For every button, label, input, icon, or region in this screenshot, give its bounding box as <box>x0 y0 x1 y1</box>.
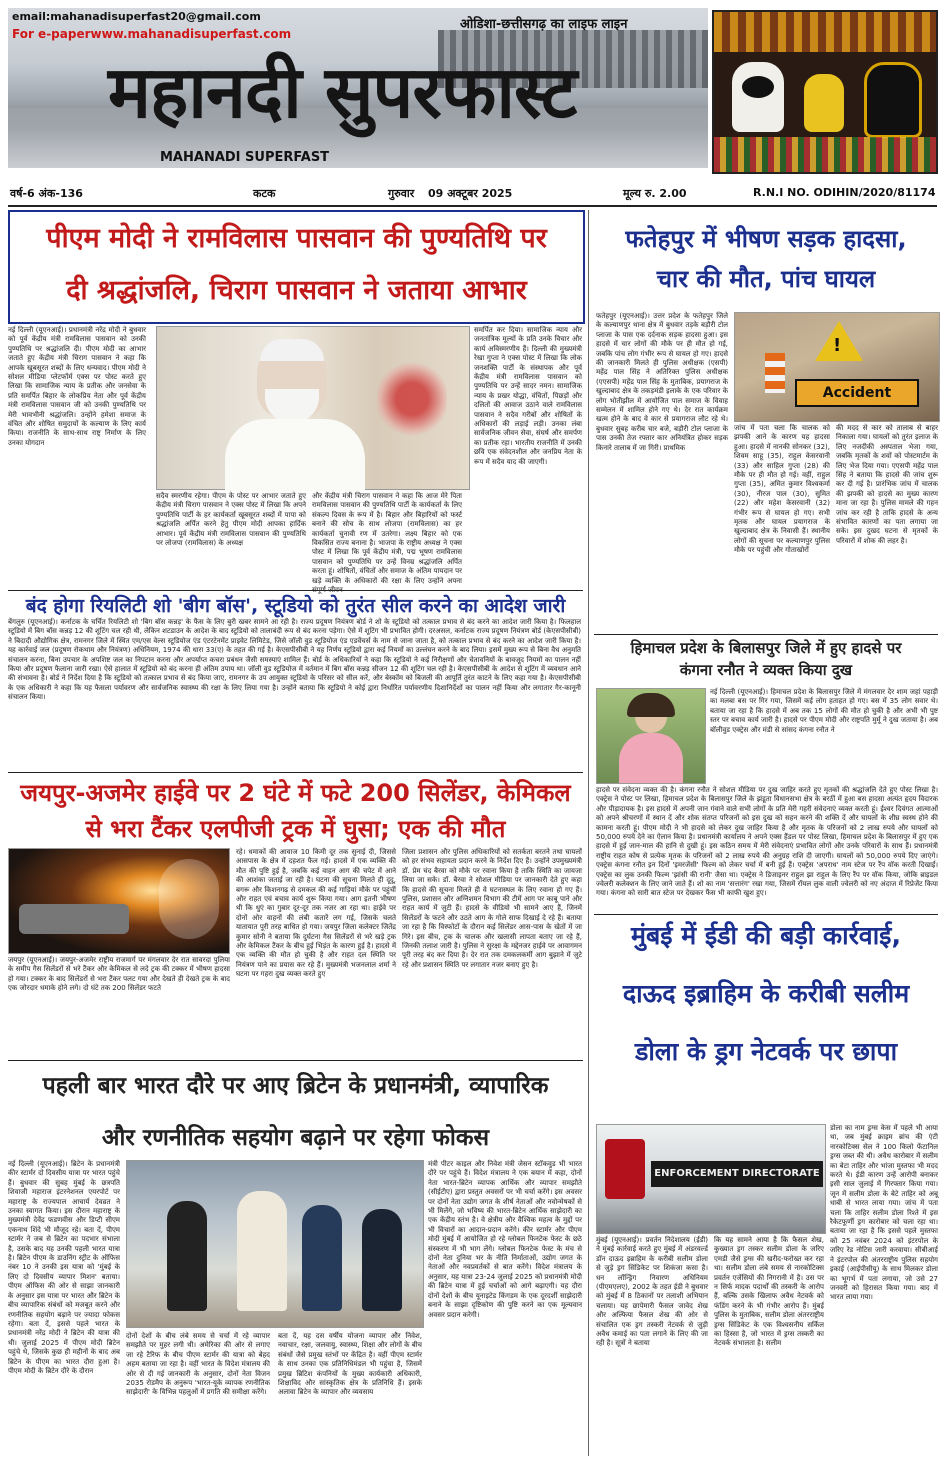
ed-column2: कि यह सामने आया है कि फैसल शेख, कुख्यात ड्रग तस्कर सलीम डोला के जरिए एमडी जैसे ड्रग्स की खरीद-फरोख्त कर रहा था। सलीम डोला लंबे समय से नारकोटिक्स प्रवर्तन एजेंसियों की निगरानी में है। उस पर न सिर्फ मादक पदार्थों की तस्करी के आरोप हैं, बल्कि उसके खिलाफ अवैध नेटवर्क को फंडिंग करने के भी गंभीर आरोप हैं। मुंबई पुलिस के मुताबिक, सलीम डोला अंतरराष्ट्रीय ड्रग्स सिंडिकेट के एक विश्वसनीय सर्किल का हिस्सा है, जो भारत में ड्रग्स तस्करी का नेटवर्क संभालता है। सलीम <box>714 1236 824 1348</box>
fatehpur-column1: फतेहपुर (यूएनआई)। उत्तर प्रदेश के फतेहपुर जिले के कल्याणपुर थाना क्षेत्र में बुधवार तड़के बड़ौरी टोल प्लाजा के पास एक दर्दनाक सड़क हादसा हुआ। इस हादसे में चार लोगों की मौके पर ही मौत हो गई, जबकि पांच लोग गंभीर रूप से घायल हो गए। हादसे की जानकारी मिलते ही पुलिस अधीक्षक (एसपी) महेंद्र पाल सिंह ने अतिरिक्त पुलिस अधीक्षक (एएसपी) महेंद्र पाल सिंह के मुताबिक, प्रयागराज के खुल्दाबाद क्षेत्र के तकड़मंडी इलाके के एक परिवार के लोग भोतीझील में आयोजित पाल समाज के विवाह सम्मेलन में शामिल होने गए थे। देर रात कार्यक्रम खत्म होने के बाद वे कार से प्रयागराज लौट रहे थे। बुधवार सुबह करीब चार बजे, बड़ौरी टोल प्लाजा के पास उनकी तेज रफ्तार कार अनियंत्रित होकर सड़क किनारे तालाब में जा गिरी। प्राथमिक <box>596 312 728 452</box>
kangana-top-text: नई दिल्ली (यूएनआई)। हिमाचल प्रदेश के बिलासपुर जिले में मंगलवार देर शाम जहां पहाड़ी का मलबा बस पर गिर गया, जिसमें कई लोग हताहत हो गए। बस में 35 लोग सवार थे। बताया जा रहा है कि हादसे में अब तक 15 लोगों की मौत हो चुकी है और अभी भी पुष्ट स्तर पर बचाव कार्य जारी है। हादसे पर पीएम मोदी और राष्ट्रपति मुर्मू ने दुख जताया है। अब बॉलीवुड एक्ट्रेस और मंडी से सांसद कंगना रनौत ने <box>710 688 938 734</box>
ed-headline-line3: डोला के ड्रग नेटवर्क पर छापा <box>634 1037 898 1066</box>
story1-photo-caption2: और केंद्रीय मंत्री चिराग पासवान ने कहा कि आज मेरे पिता रामविलास पासवान की पुण्यतिथि पार्टी के कार्यकर्ता के लिए संकल्प दिवस के रूप में है। बिहार और बिहारियों को फर्स्ट बनाने की सोच के साथ लोजपा (रामविलास) का हर कार्यकर्ता चुनावी रण में उतरेगा। लक्ष्य बिहार को एक विकसित राज्य बनाना है। भाजपा के राष्ट्रीय अध्यक्ष ने एक्स पोस्ट में लिखा कि पूर्व केंद्रीय मंत्री, पद्म भूषण रामविलास पासवान को पुण्यतिथि पर उन्हें विनम्र श्रद्धांजलि अर्पित करता हूं। शोषितों, वंचितों और समाज के अंतिम पायदान पर खड़े व्यक्ति के अधिकारों की रक्षा के लिए उन्होंने अपना <box>312 492 462 588</box>
kangana-headline-line2: कंगना रनौत ने व्यक्त किया दुख <box>679 661 853 679</box>
jaipur-column2: रहे। धमाकों की आवाज 10 किमी दूर तक सुनाई दी, जिससे आसपास के क्षेत्र में दहशत फैल गई। हादसे में एक व्यक्ति की मौत की पुष्टि हुई है, जबकि कई वाहन आग की चपेट में आने की आशंका जताई जा रही है। घटना की सूचना मिलते ही दूदू, बगरू और किशनगढ़ से दमकल की कई गाड़ियां मौके पर पहुंचीं और राहत एवं बचाव कार्य शुरू किया गया। आग इतनी भीषण थी कि धुएं का गुबार दूर-दूर तक नजर आ रहा था। हाईवे पर दोनों ओर वाहनों की लंबी कतारें लग गई, जिसके चलते यातायात पूरी तरह बाधित हो गया। जयपुर जिला कलेक्टर जितेंद्र कुमार सोनी ने बताया कि दुर्घटना गैस सिलेंडरों से भरे खड़े ट्रक और केमिकल टैंकर के बीच हुई भिड़ंत के कारण हुई है। हादसे में एक व्यक्ति की मौत हो चुकी है और राहत दल स्थिति पर नियंत्रण पाने का प्रयास कर रहे हैं। मुख्यमंत्री भजनलाल शर्मा ने घटना पर गहरा दुख व्यक्त करते हुए <box>236 848 396 979</box>
jaipur-headline-line2: से भरा टैंकर एलपीजी ट्रक में घुसा; एक की मौत <box>85 815 506 843</box>
kangana-photo <box>596 688 706 784</box>
story1-column1: नई दिल्ली (यूएनआई)। प्रधानमंत्री नरेंद्र मोदी ने बुधवार को पूर्व केंद्रीय मंत्री रामविलास पासवान को उनकी पुण्यतिथि पर श्रद्धांजलि दी। पीएम मोदी का आभार जताते हुए केंद्रीय मंत्री चिराग पासवान ने कहा कि आपके खूबसूरत शब्दों के लिए धन्यवाद। पीएम मोदी ने सोशल मीडिया प्लेटफॉर्म एक्स पर पोस्ट करते हुए लिखा कि सामाजिक न्याय के प्रतीक और जनसेवा के प्रति समर्पित बिहार के लोकप्रिय नेता और पूर्व केंद्रीय मंत्री रामविलास पासवान जी को उनकी पुण्यतिथि पर मेरी भावभीनी श्रद्धांजलि। उन्होंने हमेशा समाज के वंचित और शोषित समुदायों के कल्याण के लिए कार्य किया। राजनीति के साथ-साथ राष्ट्र निर्माण के लिए उनका योगदान <box>8 326 146 447</box>
uk-column1: नई दिल्ली (यूएनआई)। ब्रिटेन के प्रधानमंत्री कीर स्टार्मर दो दिवसीय यात्रा पर भारत पहुंचे हैं। बुधवार की सुबह मुंबई के छत्रपति शिवाजी महाराज इंटरनेशनल एयरपोर्ट पर महाराष्ट्र के राज्यपाल आचार्य देवव्रत ने उनका स्वागत किया। इस दौरान महाराष्ट्र के मुख्यमंत्री देवेंद्र फडणवीस और डिप्टी सीएम एकनाथ शिंदे भी मौजूद रहे। बता दें, पीएम स्टार्मर ने जब से ब्रिटेन का पदभार संभाला है, उसके बाद यह उनकी पहली भारत यात्रा है। ब्रिटेन पीएम के डाउनिंग स्ट्रीट के ऑफिस नंबर 10 ने उनकी इस यात्रा को 'मुंबई के लिए दो दिवसीय व्यापार मिशन' बताया। पीएम ऑफिस की ओर से साझा जानकारी के अनुसार इस यात्रा पर भारत और ब्रिटेन के बीच व्यापारिक संबंधों को मजबूत करने और रणनीतिक सहयोग बढ़ाने पर ज्यादा फोकस रहेगा। बता दें, इससे पहले भारत के प्रधानमंत्री नरेंद्र मोदी ने ब्रिटेन की यात्रा की थी। जुलाई 2025 में पीएम मोदी ब्रिटेन पहुंचे थे, जिसके कुछ ही महीनों के बाद अब ब्रिटेन के पीएम का भारत दौरा हुआ है। पीएम मोदी के ब्रिटेन दौरे के दौरान <box>8 1160 120 1375</box>
rule-after-kangana <box>594 914 938 915</box>
rule-after-bigboss <box>8 772 583 773</box>
fatehpur-column3: की मदद से कार को तालाब से बाहर निकाला गया। घायलों को तुरंत इलाज के लिए नजदीकी अस्पताल भेजा गया, जबकि मृतकों के शवों को पोस्टमार्टम के लिए भेज दिया गया। एएसपी महेंद्र पाल सिंह ने बताया कि हादसे की जांच शुरू कर दी गई है। प्रारंभिक जांच में चालक की झपकी को हादसे का मुख्य कारण माना जा रहा है। पुलिस मामले की गहन जांच कर रही है ताकि हादसे के अन्य संभावित कारणों का पता लगाया जा सके। इस दुखद घटना से मृतकों के परिवारों में शोक की लहर है। <box>836 424 938 545</box>
ed-emblem-icon <box>605 1139 645 1199</box>
uk-photo-arrival <box>126 1160 424 1328</box>
masthead <box>0 0 945 182</box>
column-divider <box>588 210 589 1456</box>
rni-number: R.N.I NO. ODIHIN/2020/81174 <box>753 186 936 199</box>
story1-column3-text: राज्य बनाना है। भाजपा के राष्ट्रीय अध्यक्ष ने एक्स पोस्ट में लिखा कि पूर्व केंद्रीय मंत्री, पद्म भूषण रामविलास पासवान को पुण्यतिथि पर उन्हें विनम्र श्रद्धांजलि अर्पित करता हूं। शोषितों, वंचितों और समाज के अंतिम पायदान पर खड़े व्यक्ति के अधिकारों की रक्षा के लिए उन्होंने अपना <box>312 539 462 585</box>
uk-photo-caption2: बता दें, यह दस वर्षीय योजना व्यापार और निवेश, नवाचार, रक्षा, जलवायु, स्वास्थ्य, शिक्षा और लोगों के बीच संबंधों जैसे प्रमुख स्तंभों पर केंद्रित है। वहीं पीएम स्टार्मर के साथ उनका एक प्रतिनिधिमंडल भी पहुंचा है, जिसमें प्रमुख ब्रिटिश कंपनियों के मुख्य कार्यकारी अधिकारी, शिक्षाविद और सांस्कृतिक क्षेत्र के प्रतिनिधि हैं। इसके अलावा ब्रिटेन के व्यापार और व्यवसाय <box>278 1332 422 1397</box>
fatehpur-photo-accident <box>734 312 940 422</box>
ed-photo-building <box>596 1124 826 1234</box>
story1-headline-line1: पीएम मोदी ने रामविलास पासवान की पुण्यतिथि पर <box>46 223 547 254</box>
story1-headline-line2: दी श्रद्धांजलि, चिराग पासवान ने जताया आभार <box>66 275 527 306</box>
email-text[interactable]: email:mahanadisuperfast20@gmail.com <box>12 10 261 23</box>
ed-headline-line2: दाऊद इब्राहिम के करीबी सलीम <box>622 979 910 1008</box>
newspaper-title-en: MAHANADI SUPERFAST <box>160 150 330 165</box>
epaper-link[interactable]: For e-paperwww.mahanadisuperfast.com <box>12 27 292 41</box>
rule-after-story1 <box>8 590 583 591</box>
fatehpur-photo-caption: जांच में पता चला कि चालक को झपकी आने के कारण यह हादसा हुआ। हादसे में नानकी सोनकर (32), शिवम साहू (35), राहुल केसरवानी (33) और साहिल गुप्ता (28) की मौके पर ही मौत हो गई। वहीं, राहुल गुप्ता (35), अमित कुमार विश्वकर्मा (30), नीरज पाल (30), सुमित (22) और महेश केसरवानी (32) गंभीर रूप से घायल हो गए। सभी मृतक और घायल प्रयागराज के खुल्दाबाद क्षेत्र के निवासी हैं। स्थानीय लोगों की सूचना पर कल्याणपुर पुलिस मौके पर पहुंची और गोताखोरों <box>734 424 830 555</box>
ed-column1: मुंबई (यूएनआई)। प्रवर्तन निदेशालय (ईडी) ने मुंबई कार्रवाई करते हुए मुंबई में अंडरवर्ल्ड डॉन दाऊद इब्राहिम के करीबी सलीम डोला से जुड़े ड्रग सिंडिकेट पर शिकंजा कसा है। धन लॉन्ड्रिंग निवारण अधिनियम (पीएमएलए), 2002 के तहत ईडी ने बुधवार को मुंबई में 8 ठिकानों पर तलाशी अभियान चलाया। यह छापेमारी फैसल जावेद शेख और अल्फिया फैसल शेख की ओर से संचालित एक ड्रग तस्करी नेटवर्क से जुड़ी अवैध कमाई का पता लगाने के लिए की जा रही है। सूत्रों ने बताया <box>596 1236 709 1348</box>
volume-issue: वर्ष-6 अंक-136 <box>10 187 83 200</box>
ed-photo-sign: ENFORCEMENT DIRECTORATE <box>651 1161 823 1187</box>
uk-column3: मंत्री पीटर काइल और निवेश मंत्री जेसन स्टॉकवुड भी भारत दौरे पर पहुंचे हैं। विदेश मंत्रालय ने एक बयान में कहा, दोनों नेता भारत-ब्रिटेन व्यापक आर्थिक और व्यापार समझौते (सीईटीए) द्वारा प्रस्तुत अवसरों पर भी चर्चा करेंगे। इस अवसर पर दोनों नेता उद्योग जगत के शीर्ष नेताओं और नवोन्मेषकों से भी मिलेंगे, जो भविष्य की भारत-ब्रिटेन आर्थिक साझेदारी का एक केंद्रीय स्तंभ है। वे क्षेत्रीय और वैश्विक महत्व के मुद्दों पर भी विचारों का आदान-प्रदान करेंगे। कीर स्टार्मर और पीएम मोदी मुंबई में आयोजित हो रहे ग्लोबल फिनटेक फेस्ट के छठे संस्करण में भी भाग लेंगे। ग्लोबल फिनटेक फेस्ट के मंच से दोनों नेता दुनिया भर के नीति निर्माताओं, उद्योग जगत के नेताओं और नवप्रवर्तकों से बात करेंगे। विदेश मंत्रालय के अनुसार, यह यात्रा 23-24 जुलाई 2025 को प्रधानमंत्री मोदी की ब्रिटेन यात्रा में हुई चर्चाओं को आगे बढ़ाएगी। यह दौरा दोनों देशों के बीच यूनाइटेड किंगडम के एक दूरदर्शी साझेदारी बनाने के साझा दृष्टिकोण की पुष्टि करने का एक मूल्यवान अवसर प्रदान करेगी। <box>428 1160 582 1319</box>
rule-after-jaipur <box>8 1060 583 1061</box>
fatehpur-headline-line1: फतेहपुर में भीषण सड़क हादसा, <box>625 225 907 253</box>
jaipur-photo-fire <box>8 848 230 954</box>
ed-headline-line1: मुंबई में ईडी की बड़ी कार्रवाई, <box>631 921 901 950</box>
dateline-rule <box>8 205 937 207</box>
newspaper-title: महानदी सुपरफास्ट <box>108 49 577 134</box>
story-modi-paswan <box>8 210 583 588</box>
story1-photo-modi <box>156 326 470 490</box>
price: मूल्य रु. 2.00 <box>623 187 687 200</box>
bigboss-headline: बंद होगा रियलिटी शो 'बीग बॉस', स्टूडियो को तुरंत सील करने का आदेश जारी <box>25 595 566 617</box>
kangana-headline-line1: हिमाचल प्रदेश के बिलासपुर जिले में हुए हादसे पर <box>630 639 902 657</box>
uk-photo-caption: दोनों देशों के बीच लंबे समय से चर्चा में रहे व्यापार समझौते पर मुहर लगी थी। अमेरिका की ओर से लगाए जा रहे टैरिफ के बीच पीएम स्टार्मर की यात्रा को बेहद अहम बताया जा रहा है। वहीं भारत के विदेश मंत्रालय की ओर से दी गई जानकारी के अनुसार, दोनों नेता विजन 2035 रोडमैप के अनुरूप 'भारत-यूके व्यापक रणनीतिक साझेदारी' के विभिन्न पहलुओं में प्रगति की समीक्षा करेंगे। <box>126 1332 270 1397</box>
jaipur-headline-line1: जयपुर-अजमेर हाईवे पर 2 घंटे में फटे 200 सिलेंडर, केमिकल <box>20 779 571 807</box>
bigboss-body: बेंगलुरु (यूएनआई)। कर्नाटक के चर्चित रियलिटी शो 'बिग बॉस कन्नड़' के फैंस के लिए बुरी खबर सामने आ रही है। राज्य प्रदूषण नियंत्रण बोर्ड ने शो के स्टूडियो को तत्काल प्रभाव से बंद करने का आदेश जारी किया है। फिलहाल स्टूडियो में बिग बॉस कन्नड़ 12 की शूटिंग चल रही थी, लेकिन शटडाउन के आदेश के बाद स्टूडियो को तालाबंदी रूप से बंद करना पड़ेगा। ऐसे में शूटिंग भी प्रभावित होगी। दरअसल, कर्नाटक राज्य प्रदूषण नियंत्रण बोर्ड (केएसपीसीबी) ने बिदादी औद्योगिक क्षेत्र, रामनगर जिले में स्थित एम/एस वेल्स स्टूडियोज एंड एंटरटेनमेंट प्राइवेट लिमिटेड, जिसे जॉली वुड स्टूडियोज एंड एडवेंचर्स के नाम से जाना जाता है, को तत्काल प्रभाव से बंद करने का आदेश जारी किया है। यह कार्रवाई जल (प्रदूषण रोकथाम और नियंत्रण) अधिनियम, 1974 की धारा 33(ए) के तहत की गई है। केएसपीसीबी ने यह निर्णय स्टूडियो द्वारा कई नियमों का उल्लंघन करने के बाद लिया। इसमें मुख्य रूप से बिना वैध अनुमति संचालन करना, बिना उपचार के अपशिष्ट जल का निपटान करना और अपर्याप्त कचरा प्रबंधन जैसी समस्याएं शामिल हैं। बोर्ड के अधिकारियों ने कहा कि स्टूडियो ने कई निरीक्षणों और चेतावनियों के बावजूद नियमों का पालन नहीं किया और प्रदूषण फैलाना जारी रखा। ऐसे हालात में स्टूडियो को बंद करना ही अंतिम उपाय था। जॉली वुड स्टूडियोज में वर्तमान में बिग बॉस कन्नड़ सीजन 12 की शूटिंग चल रही है। केएसपीसीबी के आदेश से शूटिंग में व्यवधान आने की संभावना है। बोर्ड ने निर्देश दिया है कि स्टूडियो को तत्काल प्रभाव से बंद किया जाए, रामनगर के उप आयुक्त स्टूडियो के परिसर को सील करें, और बेस्कॉम को बिजली की आपूर्ति तुरंत काटने के लिए कहा गया है। केएसपीसीबी के एक अधिकारी ने कहा कि यह फैसला पर्यावरण और सार्वजनिक स्वास्थ्य की रक्षा के लिए लिया गया है। उन्होंने बताया कि स्टूडियो ने कोई द्वारा निर्धारित पर्यावरणीय दिशानिर्देशों का पालन नहीं किया और लगातार गैर-कानूनी संचालन किया। <box>8 618 581 702</box>
tagline: ओडिशा-छत्तीसगढ़ का लाइफ लाइन <box>460 17 628 32</box>
warning-icon: ! <box>833 335 842 356</box>
uk-headline-line2: और रणनीतिक सहयोग बढ़ाने पर रहेगा फोकस <box>101 1125 490 1151</box>
dateline-bar <box>8 183 937 203</box>
masthead-photo-deities <box>712 10 938 174</box>
jaipur-column1: जयपुर (यूएनआई)। जयपुर-अजमेर राष्ट्रीय राजमार्ग पर मंगलवार देर रात सावरदा पुलिया के समीप गैस सिलेंडरों से भरे टैंकर और केमिकल से लदे ट्रक की टक्कर में भीषण हादसा हो गया। टक्कर के बाद सिलेंडरों से भरा टैंकर पलट गया और देखते ही देखते ट्रक के बाद एक जोरदार धमाके होने लगे। दो घंटे तक 200 सिलेंडर फटते <box>8 956 230 993</box>
uk-headline-line1: पहली बार भारत दौरे पर आए ब्रिटेन के प्रधानमंत्री, व्यापारिक <box>42 1073 549 1099</box>
rule-after-fatehpur <box>594 634 938 635</box>
fatehpur-headline-line2: चार की मौत, पांच घायल <box>656 265 876 293</box>
dateline-date: 09 अक्टूबर 2025 <box>428 187 513 200</box>
kangana-body: हादसे पर संवेदना व्यक्त की है। कंगना रनौत ने सोशल मीडिया पर दुख जाहिर करते हुए मृतकों की श्रद्धांजलि देते हुए पोस्ट लिखा है। एक्ट्रेस ने पोस्ट पर लिखा, हिमाचल प्रदेश के बिलासपुर जिले के झंडूता विधानसभा क्षेत्र के बरठीं में हुआ बस हादसा अत्यंत हृदय विदारक और पीड़ादायक है। इस हादसे में अपनी जान गंवाने वाले सभी लोगों के प्रति मेरी गहरी संवेदनाएं व्यक्त करती हूं। ईश्वर दिवंगत आत्माओं को अपने श्रीचरणों में स्थान दें और शोक संतप्त परिजनों को इस दुख को सहन करने की शक्ति दें और घायलों के शीघ्र स्वस्थ होने की कामना करती हूं। पीएम मोदी ने भी हादसे को लेकर दुख जाहिर किया है और मृतक के परिजनों को 2 लाख रुपये और घायलों को 50,000 रुपये देने का ऐलान किया है। प्रधानमंत्री कार्यालय ने अपने एक्स हैंडल पर पोस्ट लिखा, हिमाचल प्रदेश के बिलासपुर में हुए एक हादसे में हुई जान-माल की हानि से दुखी हूं। इस कठिन समय में मेरी संवेदनाएं प्रभावित लोगों और उनके परिवारों के साथ हैं। प्रधानमंत्री राष्ट्रीय राहत कोष से प्रत्येक मृतक के परिजनों को 2 लाख रुपये की अनुग्रह राशि दी जाएगी। घायलों को 50,000 रुपये दिए जाएंगे। एक्ट्रेस कंगना रनौत इन दिनों 'इमरजेंसी' फिल्म को लेकर चर्चा में बनी हुई हैं। एक्ट्रेस 'अपराध' नाम स्टेज पर रैंप वॉक करती दिखाईं। एक्ट्रेस का लुक उनकी फिल्म 'झांसी की रानी' जैसा था। एक्ट्रेस ने डिजाइनर राहुल झा राहुल के लिए रैंप पर वॉक किया, जोकि ब्राइडल ज्वेलरी कलेक्शन के लिए जाने जाते हैं। शो का नाम 'सत्तारंग' रखा गया, जिसमें रॉयल लुक वाली ज्वेलरी को नए अंदाज में रिप्रेजेंट किया गया। कंगना को सारी बात स्टेज पर देखकर फैंस भी काफी खुश हुए। <box>596 786 938 898</box>
accident-sign: Accident <box>795 379 919 407</box>
story1-headline-box <box>8 210 585 324</box>
dateline-city: कटक <box>253 187 276 200</box>
story1-column4: समर्पित कर दिया। सामाजिक न्याय और जनतांत्रिक मूल्यों के प्रति उनके विचार और कार्य अविस्मरणीय हैं। दिल्ली की मुख्यमंत्री रेखा गुप्ता ने एक्स पोस्ट में लिखा कि लोक जनशक्ति पार्टी के संस्थापक और पूर्व केंद्रीय मंत्री रामविलास पासवान को पुण्यतिथि पर उन्हें सादर नमन। सामाजिक न्याय के प्रखर योद्धा, वंचितों, पिछड़ों और दलितों की आवाज उठाने वाले रामविलास पासवान ने सदैव गरीबों और शोषितों के अधिकारों की लड़ाई लड़ी। उनका लंबा सार्वजनिक जीवन सेवा, संघर्ष और समर्पण का प्रतीक रहा। भारतीय राजनीति में उनकी छवि एक संवेदनशील और जनप्रिय नेता के रूप में सदैव याद की जाएगी। <box>474 326 582 466</box>
ed-column-right: डोला का नाम ड्रग्स केस में पहले भी आया था, जब मुंबई क्राइम ब्रांच की एंटी नारकोटिक्स सेल ने 100 किलो फेंटानिल ड्रग्स जब्त की थी। अवैध कारोबार में सलीम का बेटा ताहिर और भांजा मुस्तफा भी मदद करते थे। ईडी कारण उन्हें आरोपी बनाकर इसी साल जुलाई में गिरफ्तार किया गया। जून में सलीम डोला के बेटे ताहिर को अबू धाबी से भारत लाया गया। जांच में पता चला कि ताहिर सलीम डोला रिश्ते में इस रैकेटफूर्णी ड्रग कारोबार को चला रहा था। बताया जा रहा है कि इससे पहले मुस्तफा को 25 नवंबर 2024 को इंटरपोल के जरिए रेड नोटिस जारी करवाया। सीबीआई ने इंटरपोल की अंतरराष्ट्रीय पुलिस सहयोग इकाई (आईपीसीयू) के साथ मिलकर डोला का भूगर्भ में पता लगाया, जो उसे 27 जनवरी को हिरासत किया गया। बाद में भारत लाया गया। <box>830 1124 938 1302</box>
jaipur-column3: जिला प्रशासन और पुलिस अधिकारियों को सतर्कता बरतने तथा घायलों को हर संभव सहायता प्रदान करने के निर्देश दिए हैं। उन्होंने उपमुख्यमंत्री डॉ. प्रेम चंद बैरवा को मौके पर रवाना किया है ताकि स्थिति का जायजा लिया जा सके। डॉ. बैरवा ने सोशल मीडिया पर जानकारी देते हुए कहा कि हादसे की सूचना मिलते ही वे घटनास्थल के लिए रवाना हो गए हैं। पुलिस, प्रशासन और अग्निशमन विभाग की टीमें आग पर काबू पाने और राहत कार्य में जुटी हैं। हादसे के वीडियो भी सामने आए हैं, जिनमें सिलेंडरों के फटने और उठते आग के गोले साफ दिखाई दे रहे हैं। बताया जा रहा है कि विस्फोटों के दौरान कई सिलेंडर आस-पास के खेतों में जा गिरे। इस बीच, ट्रक के चालक और खलासी लापता बताए जा रहे हैं, जिनकी तलाश जारी है। पुलिस ने सुरक्षा के मद्देनजर हाईवे पर आवागमन पूरी तरह बंद कर दिया है। देर रात तक दमकलकर्मी आग बुझाने में जुटे रहे और प्रशासन स्थिति पर लगातार नजर बनाए हुए है। <box>402 848 582 969</box>
dateline-day: गुरुवार <box>388 187 415 200</box>
story1-photo-caption1: सदैव स्मरणीय रहेगा। पीएम के पोस्ट पर आभार जताते हुए केंद्रीय मंत्री चिराग पासवान ने एक्स पोस्ट में लिखा कि अपने पुण्यतिथि पार्टी के हर कार्यकर्ता खूबसूरत शब्दों में पापा को श्रद्धांजलि अर्पित करने हेतु पीएम मोदी आपका हार्दिक आभार। पूर्व केंद्रीय मंत्री रामविलास पासवान की पुण्यतिथि पर लोजपा (रामविलास) के अध्यक्ष <box>156 492 306 548</box>
